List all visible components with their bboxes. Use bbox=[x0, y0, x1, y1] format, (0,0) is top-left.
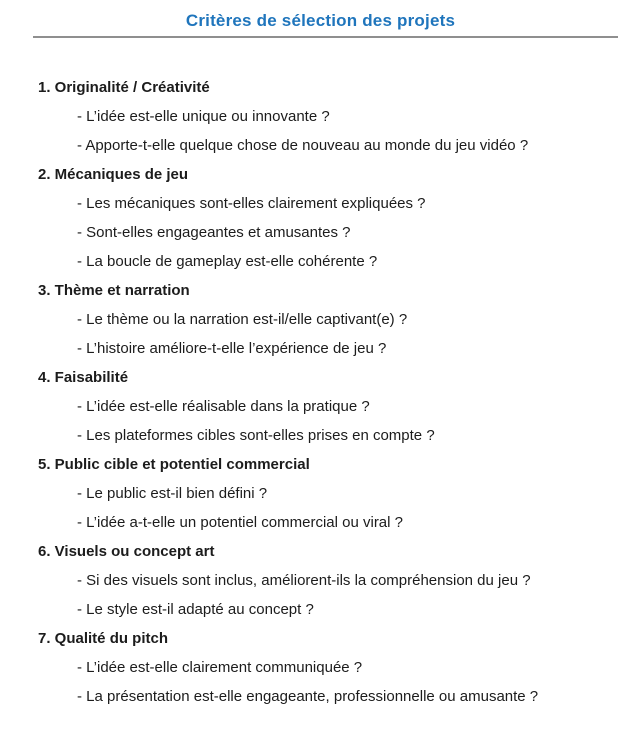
section-heading: 6. Visuels ou concept art bbox=[38, 543, 215, 560]
section-heading: 2. Mécaniques de jeu bbox=[38, 166, 189, 183]
section-heading: 3. Thème et narration bbox=[38, 282, 190, 299]
question-item: - L’idée a-t-elle un potentiel commercial ou viral ? bbox=[77, 514, 403, 531]
criteria-list bbox=[0, 80, 641, 705]
question-item: - La présentation est-elle engageante, professionnelle ou amusante ? bbox=[77, 688, 539, 705]
question-item: - La boucle de gameplay est-elle cohérente ? bbox=[77, 253, 378, 270]
question-item: - Le style est-il adapté au concept ? bbox=[77, 601, 314, 618]
section-heading: 7. Qualité du pitch bbox=[38, 630, 169, 647]
question-item: - Le public est-il bien défini ? bbox=[77, 485, 268, 502]
section-heading: 1. Originalité / Créativité bbox=[38, 79, 210, 96]
question-item: - Si des visuels sont inclus, améliorent-ils la compréhension du jeu ? bbox=[77, 572, 531, 589]
question-item: - Le thème ou la narration est-il/elle captivant(e) ? bbox=[77, 311, 408, 328]
question-item: - L’idée est-elle unique ou innovante ? bbox=[77, 108, 330, 125]
question-item: - Apporte-t-elle quelque chose de nouveau au monde du jeu vidéo ? bbox=[77, 137, 529, 154]
question-item: - Les mécaniques sont-elles clairement expliquées ? bbox=[77, 195, 426, 212]
question-item: - L’idée est-elle clairement communiquée ? bbox=[77, 659, 363, 676]
question-item: - L’idée est-elle réalisable dans la pratique ? bbox=[77, 398, 370, 415]
question-item: - L’histoire améliore-t-elle l’expérience de jeu ? bbox=[77, 340, 387, 357]
title-underline bbox=[33, 36, 618, 38]
question-item: - Sont-elles engageantes et amusantes ? bbox=[77, 224, 351, 241]
section-heading: 5. Public cible et potentiel commercial bbox=[38, 456, 310, 473]
question-item: - Les plateformes cibles sont-elles prises en compte ? bbox=[77, 427, 435, 444]
document-header bbox=[0, 0, 641, 38]
section-heading: 4. Faisabilité bbox=[38, 369, 129, 386]
page-title: Critères de sélection des projets bbox=[185, 11, 456, 30]
